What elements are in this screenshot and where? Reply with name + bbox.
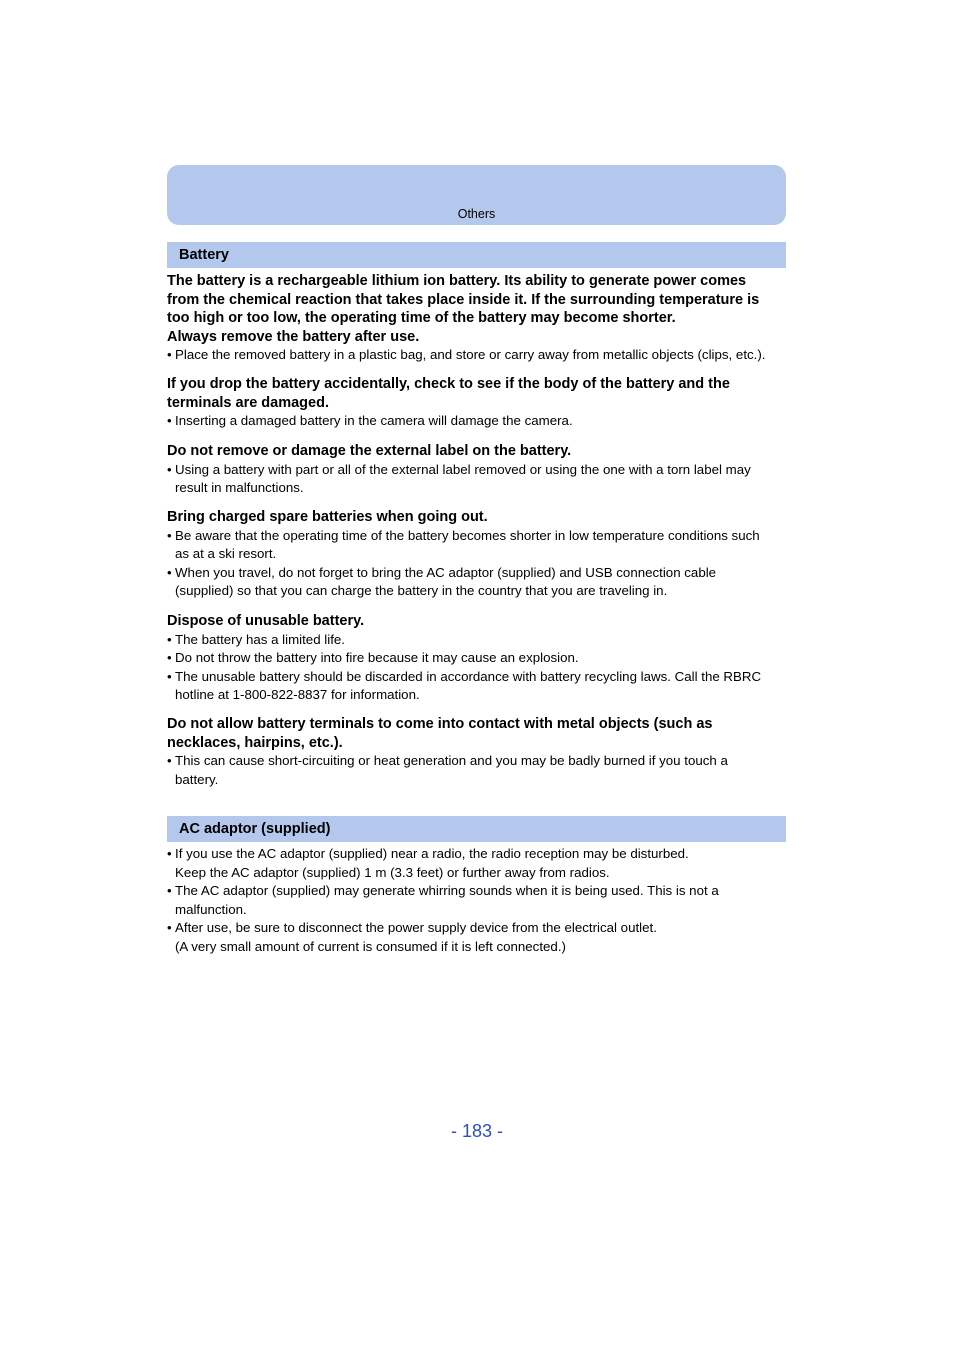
spare-bullet: • Be aware that the operating time of the battery becomes shorter in low temperature conditions such (167, 527, 792, 546)
ac-section-title: AC adaptor (supplied) (167, 816, 786, 842)
terminals-bullet-cont: battery. (175, 771, 219, 787)
spare-heading: Bring charged spare batteries when going out. (167, 509, 488, 525)
dispose-bullet: • Do not throw the battery into fire because it may cause an explosion. (167, 649, 792, 668)
ac-bullet: • If you use the AC adaptor (supplied) near a radio, the radio reception may be disturbed. (167, 845, 792, 864)
intro-bullet: • Place the removed battery in a plastic bag, and store or carry away from metallic objects (clips, etc.). (167, 346, 792, 365)
spare-bullet-cont: (supplied) so that you can charge the battery in the country that you are traveling in. (175, 583, 668, 598)
dispose-bullet-cont: hotline at 1-800-822-8837 for information. (175, 687, 420, 702)
page-number: - 183 - (450, 1121, 504, 1141)
spare-bullet: • When you travel, do not forget to bring the AC adaptor (supplied) and USB connection cable (167, 564, 792, 583)
spare-block (167, 508, 792, 601)
drop-bullet: • Inserting a damaged battery in the camera will damage the camera. (167, 412, 792, 431)
section-header-band (167, 165, 786, 225)
ac-bullet: • After use, be sure to disconnect the power supply device from the electrical outlet. (167, 919, 792, 938)
section-label: Others (457, 207, 496, 221)
ac-bullet: • The AC adaptor (supplied) may generate whirring sounds when it is being used. This is not a (167, 882, 792, 901)
ac-bullet-cont: (A very small amount of current is consumed if it is left connected.) (175, 938, 566, 954)
ac-bullet-cont: Keep the AC adaptor (supplied) 1 m (3.3 feet) or further away from radios. (175, 864, 610, 880)
label-bullet: • Using a battery with part or all of the external label removed or using the one with a torn label may (167, 461, 792, 480)
label-bullet-cont: result in malfunctions. (175, 480, 304, 495)
label-heading: Do not remove or damage the external label on the battery. (167, 443, 572, 459)
dispose-block (167, 612, 792, 705)
dispose-bullet: • The unusable battery should be discarded in accordance with battery recycling laws. Call the RBRC (167, 668, 792, 687)
terminals-bullet: • This can cause short-circuiting or heat generation and you may be badly burned if you touch a (167, 752, 792, 771)
drop-heading: If you drop the battery accidentally, check to see if the body of the battery and the (167, 376, 730, 392)
ac-bullet-cont: malfunction. (175, 901, 247, 917)
terminals-block (167, 715, 792, 789)
intro-line: from the chemical reaction that takes place inside it. If the surrounding temperature is (167, 291, 760, 308)
battery-section-title: Battery (167, 242, 786, 268)
intro-line: too high or too low, the operating time of the battery may become shorter. (167, 310, 676, 326)
battery-intro (167, 272, 792, 365)
drop-heading: terminals are damaged. (167, 394, 329, 411)
terminals-heading: necklaces, hairpins, etc.). (167, 734, 343, 751)
dispose-heading: Dispose of unusable battery. (167, 613, 365, 629)
intro-line: Always remove the battery after use. (167, 328, 420, 345)
ac-block (167, 845, 792, 956)
drop-block (167, 375, 792, 431)
terminals-heading: Do not allow battery terminals to come into contact with metal objects (such as (167, 716, 713, 732)
spare-bullet-cont: as at a ski resort. (175, 546, 277, 561)
label-block (167, 442, 792, 498)
dispose-bullet: • The battery has a limited life. (167, 631, 792, 650)
intro-line: The battery is a rechargeable lithium ion battery. Its ability to generate power comes (167, 273, 747, 289)
